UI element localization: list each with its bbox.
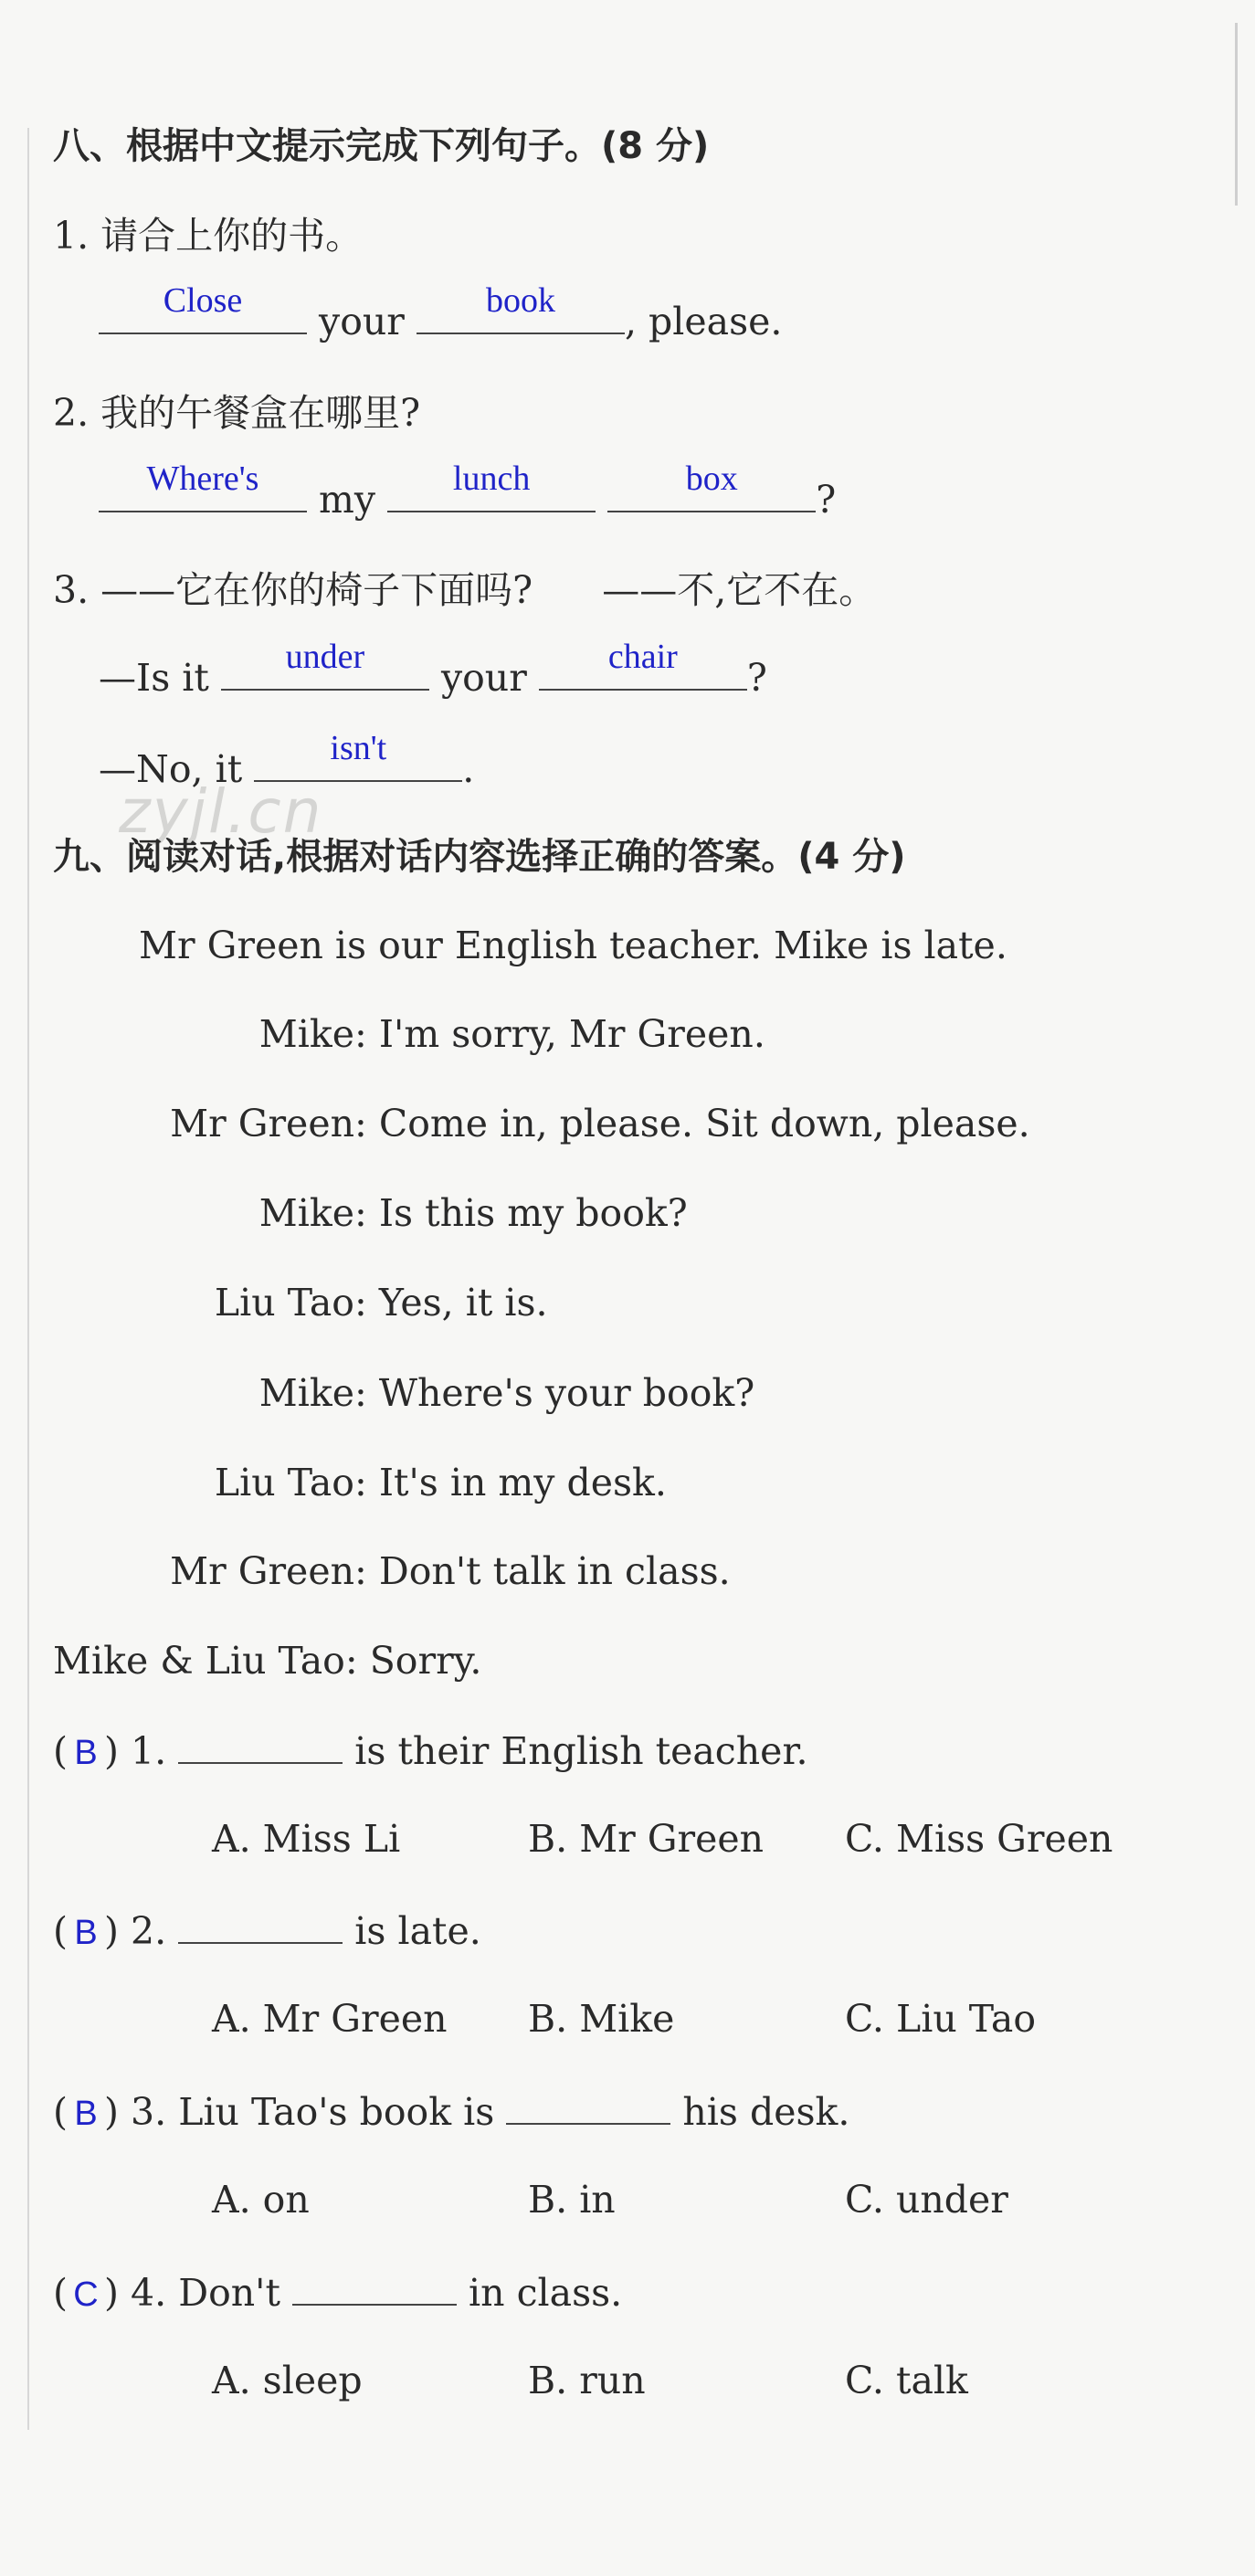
dialogue-text: Come in, please. Sit down, please.	[378, 1102, 1030, 1145]
dialogue-text: Where's your book?	[378, 1371, 755, 1415]
question-blank[interactable]	[178, 1911, 343, 1944]
q1-word-your: your	[319, 300, 405, 343]
q2-word-my: my	[319, 478, 376, 522]
dialogue-text: Sorry.	[369, 1639, 482, 1683]
q1-answer-1: Close	[163, 281, 243, 320]
dialogue-colon: :	[354, 1102, 379, 1145]
q2-blank-1[interactable]	[99, 459, 307, 512]
dialogue-colon: :	[354, 1281, 379, 1325]
dialogue-speaker: Mr Green	[170, 1549, 354, 1593]
dialogue-colon: :	[354, 1461, 379, 1504]
q3-word-question: ?	[746, 656, 767, 700]
answer-option[interactable]: A. Mr Green	[212, 1997, 448, 2041]
answer-bracket-open: (	[53, 1729, 68, 1773]
q2-sentence	[99, 459, 837, 522]
dialogue-line	[0, 1549, 731, 1593]
dialogue-speaker: Liu Tao	[214, 1461, 354, 1504]
question-text-post: his desk.	[682, 2090, 850, 2134]
question-blank[interactable]	[178, 1731, 343, 1764]
page-edge-line	[1235, 23, 1238, 206]
q3-answer-1: under	[285, 638, 365, 676]
q3-answer-2: chair	[607, 638, 678, 676]
q3-answer-3: isn't	[330, 729, 387, 767]
answer-option[interactable]: A. sleep	[212, 2359, 363, 2402]
dialogue-colon: :	[354, 1191, 379, 1235]
section-8-heading: 八、根据中文提示完成下列句子。(8 分)	[53, 125, 710, 167]
dialogue-speaker: Mike & Liu Tao	[53, 1639, 345, 1683]
watermark: zyjl.cn	[119, 776, 323, 847]
reading-intro: Mr Green is our English teacher. Mike is late.	[139, 924, 1007, 967]
q3-prompt-response: ——不,它不在。	[602, 568, 877, 612]
dialogue-line	[0, 1281, 548, 1325]
q1-answer-2: book	[485, 281, 555, 320]
answer-option[interactable]: A. Miss Li	[212, 1817, 401, 1861]
dialogue-line	[0, 1012, 765, 1056]
answer-bracket-open: (	[53, 1909, 68, 1953]
dialogue-line	[0, 1371, 755, 1415]
dialogue-line	[0, 1461, 667, 1504]
q1-word-please: , please.	[624, 300, 783, 343]
question-text-post: in class.	[469, 2271, 623, 2315]
dialogue-speaker: Liu Tao	[214, 1281, 354, 1325]
answer-bracket-close: )	[104, 1909, 119, 1953]
choice-question	[53, 1909, 481, 1953]
answer-option[interactable]: A. on	[212, 2178, 310, 2222]
dialogue-colon: :	[354, 1012, 379, 1056]
choice-question	[53, 2271, 623, 2315]
q2-answer-1: Where's	[146, 459, 259, 498]
question-number: 2.	[131, 1909, 167, 1953]
q3-prompt	[53, 568, 877, 612]
question-text-pre: Liu Tao's book is	[178, 2090, 495, 2134]
question-text-post: is their English teacher.	[354, 1729, 808, 1773]
dialogue-colon: :	[354, 1549, 379, 1593]
answer-option[interactable]: B. Mr Green	[528, 1817, 765, 1861]
question-text-pre: Don't	[178, 2271, 280, 2315]
dialogue-speaker: Mr Green	[170, 1102, 354, 1145]
answer-bracket-open: (	[53, 2090, 68, 2134]
dialogue-speaker: Mike	[258, 1371, 354, 1415]
q3-word-your: your	[440, 656, 527, 700]
q3-line-1-start: —Is it	[99, 656, 209, 700]
answer-option[interactable]: B. in	[528, 2178, 616, 2222]
dialogue-line	[0, 1102, 1030, 1145]
question-number: 1.	[131, 1729, 167, 1773]
q3-blank-1[interactable]	[221, 638, 429, 691]
answer-bracket-close: )	[104, 1729, 119, 1773]
q1-sentence	[99, 281, 783, 343]
choice-question	[53, 1729, 808, 1773]
question-number: 3.	[131, 2090, 167, 2134]
dialogue-line	[0, 1191, 688, 1235]
dialogue-text: Is this my book?	[378, 1191, 688, 1235]
dialogue-speaker: Mike	[258, 1191, 354, 1235]
q2-prompt: 2. 我的午餐盒在哪里?	[53, 391, 421, 435]
answer-bracket-close: )	[104, 2090, 119, 2134]
q2-answer-2: lunch	[452, 459, 531, 498]
dialogue-text: I'm sorry, Mr Green.	[378, 1012, 765, 1056]
answer-option[interactable]: C. under	[845, 2178, 1008, 2222]
q2-blank-2[interactable]	[387, 459, 596, 512]
q1-blank-2[interactable]	[417, 281, 625, 334]
answer-option[interactable]: C. Liu Tao	[845, 1997, 1037, 2041]
choice-question	[53, 2090, 850, 2134]
answer-bracket-open: (	[53, 2271, 68, 2315]
q1-prompt: 1. 请合上你的书。	[53, 214, 364, 258]
section-9-heading: 九、阅读对话,根据对话内容选择正确的答案。(4 分)	[53, 836, 906, 878]
question-blank[interactable]	[506, 2092, 670, 2125]
dialogue-text: It's in my desk.	[378, 1461, 667, 1504]
question-number: 4.	[131, 2271, 167, 2315]
q1-blank-1[interactable]	[99, 281, 307, 334]
dialogue-colon: :	[344, 1639, 370, 1683]
answer-option[interactable]: C. Miss Green	[845, 1817, 1113, 1861]
q3-blank-2[interactable]	[539, 638, 747, 691]
dialogue-text: Don't talk in class.	[378, 1549, 731, 1593]
answer-bracket-close: )	[104, 2271, 119, 2315]
margin-line	[27, 128, 29, 2430]
q3-word-period: .	[462, 747, 475, 791]
q2-answer-3: box	[685, 459, 738, 498]
question-blank[interactable]	[292, 2273, 457, 2306]
q3-line-2-start: —No, it	[99, 747, 243, 791]
dialogue-speaker: Mike	[258, 1012, 354, 1056]
choice-answer[interactable]: B	[74, 2095, 98, 2133]
choice-answer[interactable]: C	[73, 2275, 99, 2314]
question-text-post: is late.	[354, 1909, 481, 1953]
q3-prompt-question: 3. ——它在你的椅子下面吗?	[53, 568, 533, 612]
choice-answer[interactable]: B	[74, 1914, 98, 1952]
answer-option[interactable]: C. talk	[845, 2359, 968, 2402]
q3-line-1	[99, 638, 767, 700]
dialogue-colon: :	[354, 1371, 379, 1415]
q2-word-question: ?	[816, 478, 837, 522]
choice-answer[interactable]: B	[74, 1734, 98, 1772]
answer-option[interactable]: B. run	[528, 2359, 646, 2402]
q2-blank-3[interactable]	[607, 459, 816, 512]
dialogue-text: Yes, it is.	[378, 1281, 548, 1325]
dialogue-line	[53, 1639, 482, 1683]
answer-option[interactable]: B. Mike	[528, 1997, 675, 2041]
